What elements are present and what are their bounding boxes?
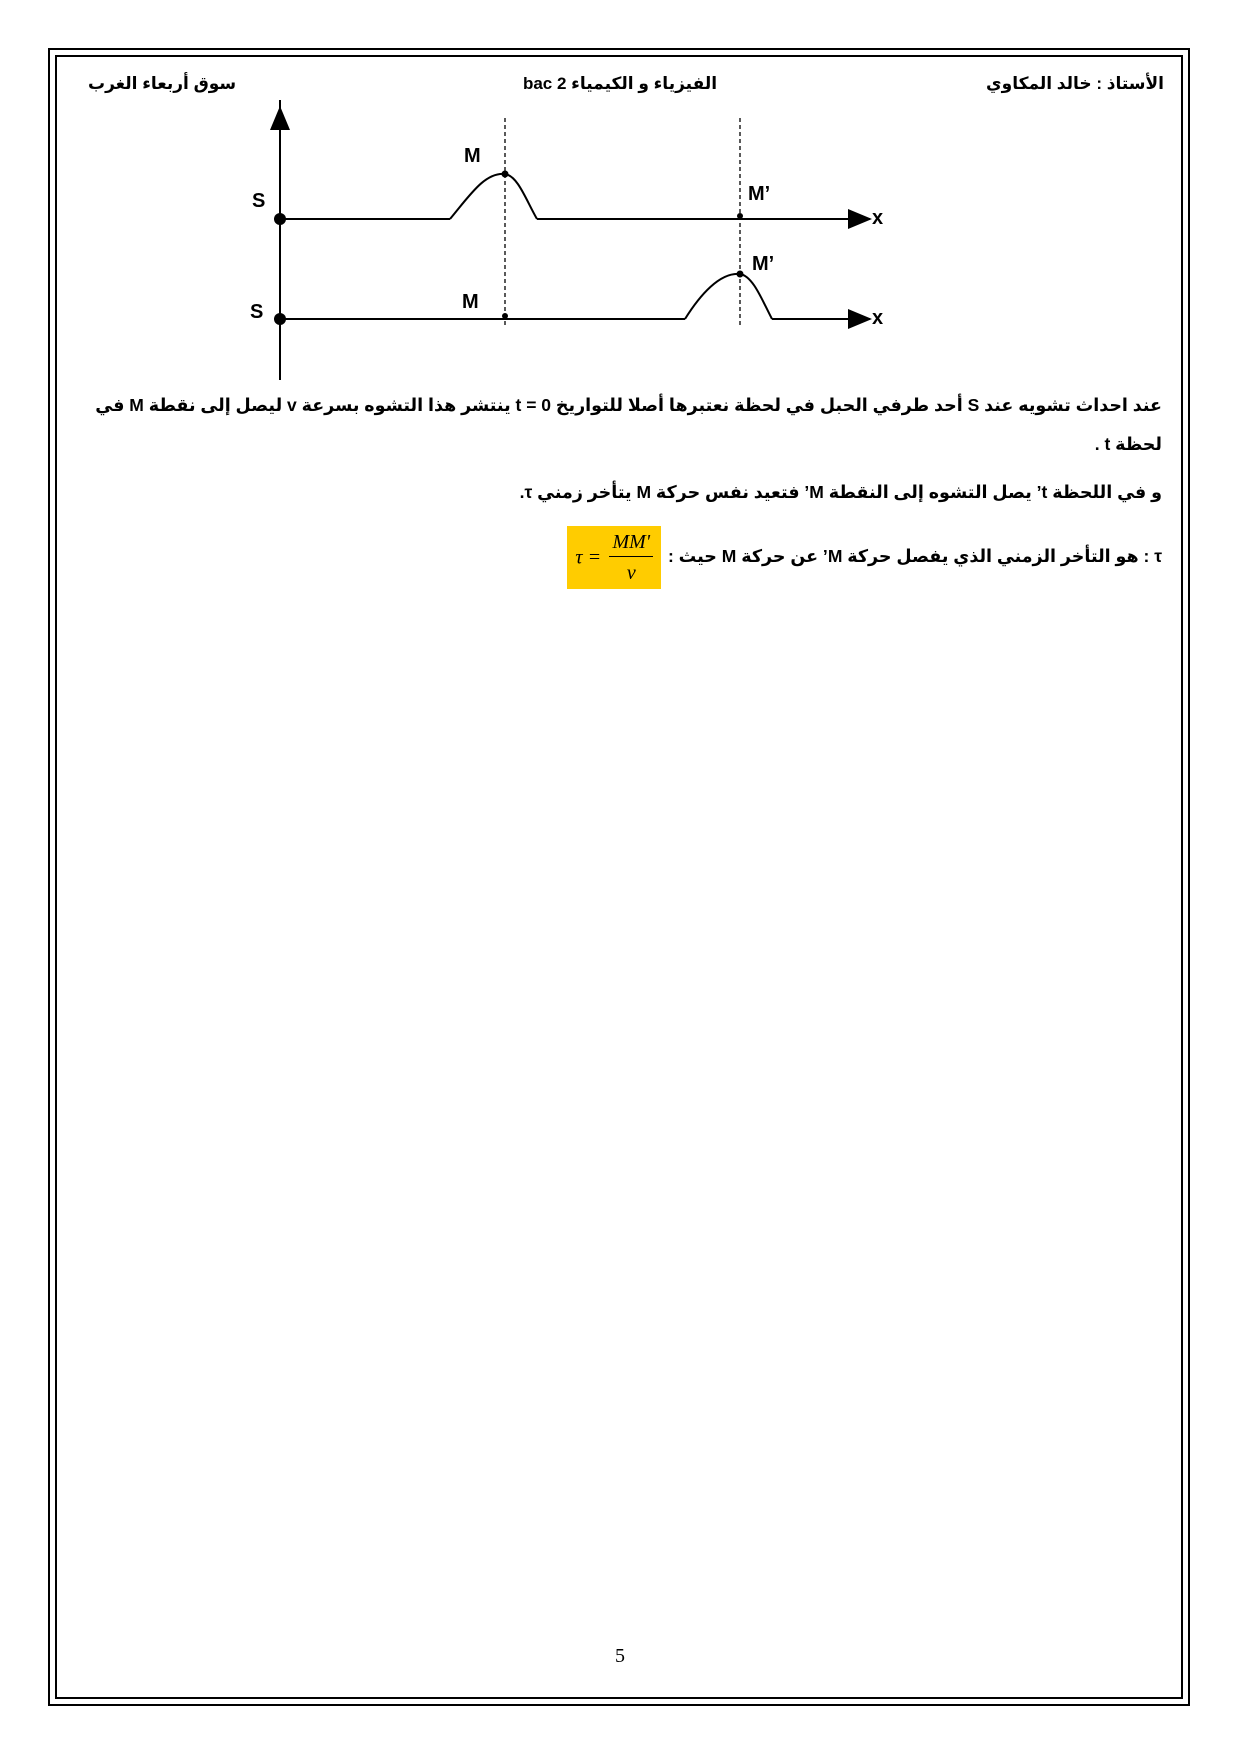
label-x-top: x	[872, 207, 884, 229]
delay-definition-text: τ : هو التأخر الزمني الذي يفصل حركة M’ عن حركة M حيث :	[667, 546, 1162, 567]
label-x-bottom: x	[872, 307, 884, 329]
point-mprime-top	[737, 213, 743, 219]
wave-propagation-figure	[230, 100, 1000, 390]
paragraph-2: و في اللحظة t’ يصل التشوه إلى النقطة M’ فتعيد نفس حركة M يتأخر زمني τ.	[519, 482, 1162, 502]
pulse-bottom	[685, 274, 772, 319]
point-m-top	[502, 171, 509, 178]
paragraph-1-line-2: لحظة t .	[1094, 434, 1162, 454]
formula-numerator: MM'	[609, 530, 653, 557]
header-place: سوق أربعاء الغرب	[88, 74, 237, 93]
formula-lhs: τ =	[575, 546, 602, 569]
point-s-top	[274, 213, 286, 225]
pulse-top	[450, 174, 537, 219]
point-mprime-bottom	[737, 271, 744, 278]
point-s-bottom	[274, 313, 286, 325]
label-m-bottom: M	[462, 291, 479, 313]
label-s-top: S	[252, 190, 266, 212]
paragraph-1-line-1: عند احداث تشويه عند S أحد طرفي الحبل في لحظة نعتبرها أصلا للتواريخ t = 0 ينتشر هذا التشوه بسرعة v ليصل إلى نقطة M في	[95, 395, 1162, 415]
label-m-top: M	[464, 145, 481, 167]
header-subject: الفيزياء و الكيمياء 2 bac	[522, 74, 718, 93]
point-m-bottom	[502, 313, 508, 319]
page-number: 5	[615, 1645, 625, 1667]
header-teacher: الأستاذ : خالد المكاوي	[986, 74, 1164, 93]
label-mprime-top: M’	[748, 183, 771, 205]
formula-fraction	[609, 530, 653, 585]
paragraph-3	[78, 526, 1162, 589]
formula-denominator: v	[626, 562, 636, 584]
delay-formula	[567, 526, 661, 589]
label-s-bottom: S	[250, 301, 264, 323]
label-mprime-bottom: M’	[752, 253, 775, 275]
